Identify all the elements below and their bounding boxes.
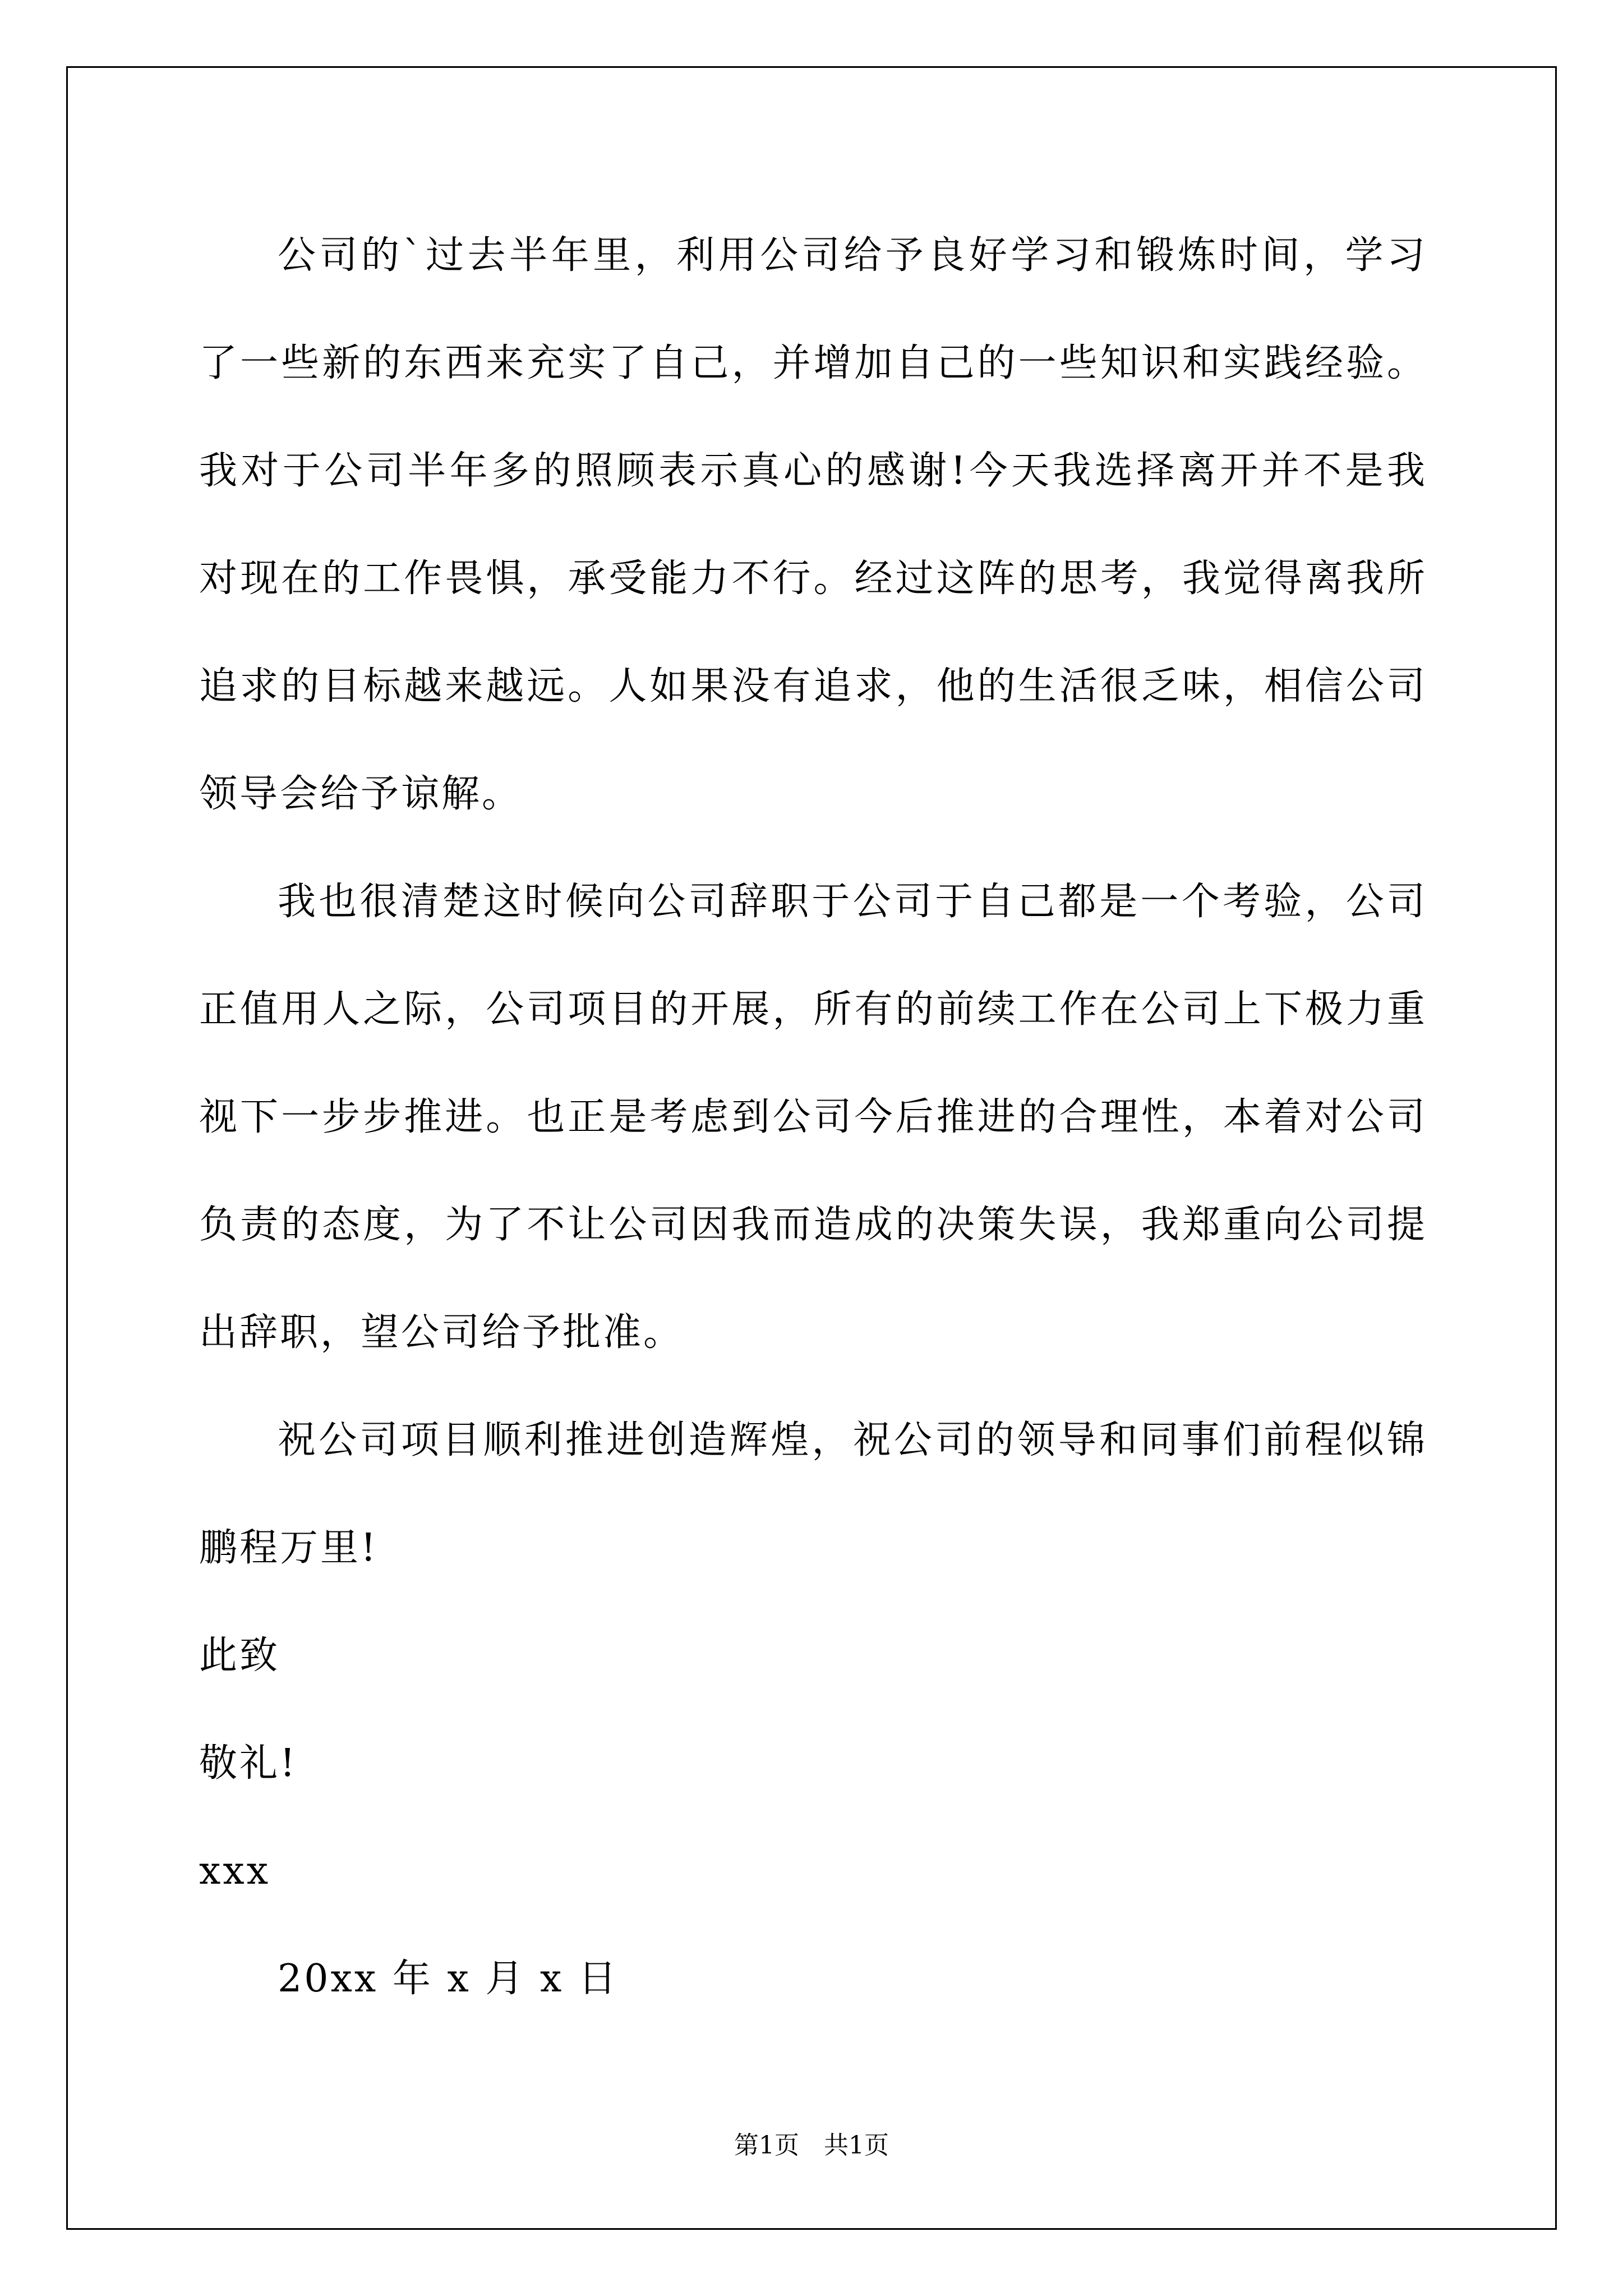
paragraph-1: 公司的`过去半年里，利用公司给予良好学习和锻炼时间，学习了一些新的东西来充实了自己，并增加自己的一些知识和实践经验。我对于公司半年多的照顾表示真心的感谢!今天我选择离开并不是我对现在的工作畏惧，承受能力不行。经过这阵的思考，我觉得离我所追求的目标越来越远。人如果没有追求，他的生活很乏味，相信公司领导会给予谅解。 bbox=[199, 233, 1427, 816]
signature: xxx bbox=[199, 1849, 271, 1893]
closing-respect: 敬礼! bbox=[199, 1741, 298, 1786]
paragraph-2: 我也很清楚这时候向公司辞职于公司于自己都是一个考验，公司正值用人之际，公司项目的开展，所有的前续工作在公司上下极力重视下一步步推进。也正是考虑到公司今后推进的合理性，本着对公司负责的态度，为了不让公司因我而造成的决策失误，我郑重向公司提出辞职，望公司给予批准。 bbox=[199, 880, 1427, 1355]
closing-salutation: 此致 bbox=[199, 1634, 280, 1678]
letter-body bbox=[199, 202, 1427, 2033]
paragraph-3: 祝公司项目顺利推进创造辉煌，祝公司的领导和同事们前程似锦鹏程万里! bbox=[199, 1418, 1427, 1570]
letter-date: 20xx 年 x 月 x 日 bbox=[278, 1957, 619, 2001]
page-number-footer: 第1页 共1页 bbox=[734, 2131, 889, 2160]
